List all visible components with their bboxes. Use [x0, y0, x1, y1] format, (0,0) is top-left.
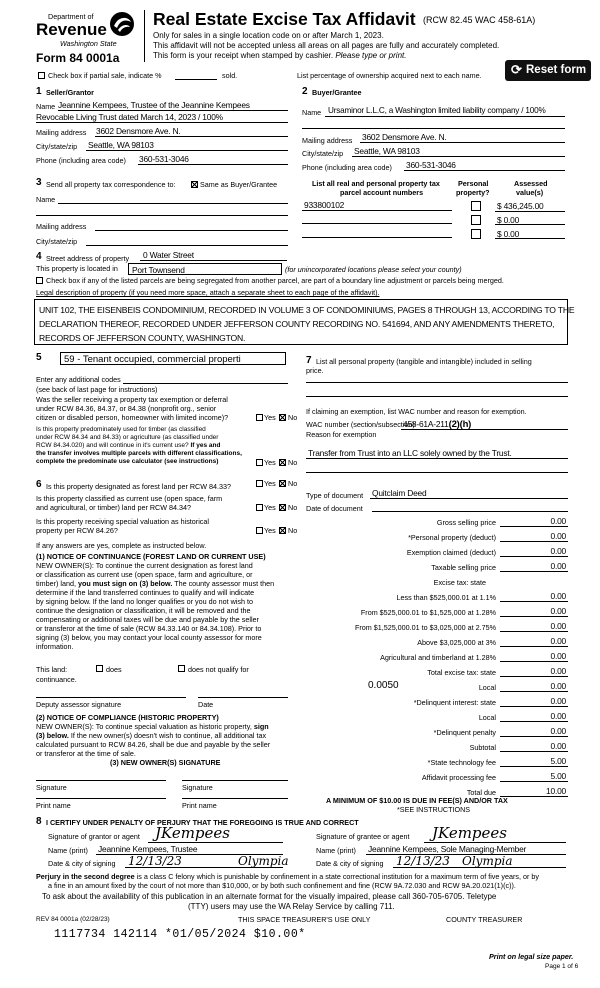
owner-print2-underline	[182, 798, 288, 799]
tax-row-label: Excise tax: state	[433, 578, 486, 587]
seller-phone-label: Phone (including area code)	[36, 156, 126, 165]
tax-row-underline	[500, 616, 568, 617]
header-line3: This form is your receipt when stamped by cashier. Please type or print.	[153, 51, 407, 60]
q1-line2: under RCW 84.36, 84.37, or 84.38 (nonprofit org., senior	[36, 404, 217, 413]
county-treasurer-label: COUNTY TREASURER	[446, 915, 523, 924]
tax-row-label: *State technology fee	[427, 758, 496, 767]
buyer-name-value[interactable]: Ursaminor L.L.C, a Washington limited liability company / 100%	[328, 106, 546, 115]
tax-row-value[interactable]: 0.00	[550, 516, 566, 526]
buyer-mail-value[interactable]: 3602 Densmore Ave. N.	[362, 132, 447, 142]
dept-line3: Washington State	[60, 39, 117, 48]
does-qualify-checkbox[interactable]	[96, 665, 103, 672]
owner-sig2-label: Signature	[182, 783, 213, 792]
buyer-city-underline	[352, 156, 565, 157]
legal-paper-note: Print on legal size paper.	[489, 952, 574, 961]
does-label: does	[106, 665, 122, 674]
corr-name2-underline	[36, 215, 288, 216]
parcel-col1-head2: parcel account numbers	[340, 188, 424, 197]
owner-print1-underline	[36, 798, 166, 799]
notice-compliance-heading: (2) NOTICE OF COMPLIANCE (HISTORIC PROPERTY)	[36, 713, 219, 722]
q2-line3: RCW 84.34.020) and will continue in it's current use? If yes and	[36, 442, 221, 449]
buyer-name-underline	[325, 116, 565, 117]
form-title: Real Estate Excise Tax Affidavit	[153, 9, 416, 29]
n1-line7: compensating or additional taxes will be due and payable by the seller	[36, 615, 259, 624]
doc-date-label: Date of document	[306, 504, 363, 513]
tax-row-underline	[500, 751, 568, 752]
local-rate-value: 0.0050	[368, 680, 399, 691]
tax-row-underline	[500, 571, 568, 572]
tax-row-underline	[500, 721, 568, 722]
parcel-col2-head2: property?	[456, 188, 490, 197]
header-divider	[144, 10, 145, 62]
n1-line10: information.	[36, 642, 74, 651]
section-1-number: 1	[36, 86, 42, 97]
parcel-col2-head1: Personal	[458, 179, 489, 188]
q1-yes-label: Yes	[264, 413, 276, 422]
personal-prop-line1	[306, 382, 568, 383]
wac-underline	[401, 429, 568, 430]
buyer-mail-underline	[360, 142, 565, 143]
page-number: Page 1 of 6	[545, 963, 579, 970]
seller-phone-underline	[138, 164, 288, 165]
current-use-line1: Is this property classified as current use (open space, farm	[36, 494, 223, 503]
forest-yes-checkbox[interactable]	[256, 480, 263, 487]
deputy-date-underline	[198, 697, 288, 698]
section-4-number: 4	[36, 251, 42, 262]
legal-line2: DECLARATION THEREOF, RECORDED UNDER JEFFERSON COUNTY RECORDING NO. 541694, AND ANY AMENDMENTS THERETO,	[39, 319, 555, 329]
tax-row-label: Subtotal	[469, 743, 496, 752]
assessed-value[interactable]: $ 0.00	[497, 229, 520, 239]
section-3-number: 3	[36, 177, 42, 188]
perjury-line2: a fine in an amount fixed by the court of not more than $10,000, or by both such confinement and fine (RCW 9A.72.030 and RCW 9A.20.021(1)(c)).	[48, 881, 516, 890]
buyer-city-label: City/state/zip	[302, 149, 344, 158]
assessed-value[interactable]: $ 0.00	[497, 215, 520, 225]
owner-print2-label: Print name	[182, 801, 217, 810]
tax-row-underline	[500, 601, 568, 602]
n1-line2: or classification as current use (open space, farm and agriculture, or	[36, 570, 253, 579]
seller-name-line2[interactable]: Revocable Living Trust dated March 14, 2023 / 100%	[36, 112, 223, 122]
form-number: Form 84 0001a	[36, 51, 120, 65]
tax-row-label: Local	[478, 683, 496, 692]
partial-percent-line	[175, 79, 217, 80]
tax-row-label: From $1,525,000.01 to $3,025,000 at 2.75%	[354, 623, 496, 632]
partial-sale-checkbox[interactable]	[38, 72, 45, 79]
local-rate-field[interactable]	[362, 680, 412, 692]
parcel-underline	[302, 237, 452, 238]
section-7-number: 7	[306, 355, 312, 366]
q2-no-label: No	[288, 458, 298, 467]
current-use-no-checkbox[interactable]	[279, 504, 286, 511]
section-8-number: 8	[36, 816, 42, 827]
forest-no-label: No	[288, 479, 298, 488]
partial-sale-label: Check box if partial sale, indicate %	[48, 71, 162, 80]
grantee-signature[interactable]: JKempees	[432, 824, 507, 842]
tax-row-label: *Delinquent penalty	[433, 728, 496, 737]
deputy-underline	[36, 697, 186, 698]
tax-row-label: Exemption claimed (deduct)	[406, 548, 496, 557]
seller-mail-underline	[95, 136, 288, 137]
treasurer-use-label: THIS SPACE TREASURER'S USE ONLY	[238, 915, 371, 924]
street-label: Street address of property	[46, 254, 130, 263]
located-label: This property is located in	[36, 264, 118, 273]
tax-row-label: Total excise tax: state	[427, 668, 496, 677]
n2-line2: (3) below. If the new owner(s) doesn't wish to continue, all additional tax	[36, 731, 267, 740]
historic-yes-checkbox[interactable]	[256, 527, 263, 534]
additional-codes-underline	[123, 383, 288, 384]
q2-no-checkbox[interactable]	[279, 459, 286, 466]
historic-line2: property per RCW 84.26?	[36, 526, 118, 535]
doc-type-value[interactable]: Quitclaim Deed	[372, 488, 427, 498]
seller-name-label: Name	[36, 102, 56, 111]
seller-name-line1[interactable]: Jeannine Kempees, Trustee of the Jeannine Kempees	[58, 100, 250, 110]
historic-no-label: No	[288, 526, 298, 535]
owner-sig1-underline	[36, 780, 166, 781]
q2-line2: under RCW 84.34 and 84.33) or agriculture (as classified under	[36, 434, 219, 441]
q2-yes-checkbox[interactable]	[256, 459, 263, 466]
tax-row-label: Local	[478, 713, 496, 722]
n1-line5: by signing below. If the land no longer qualifies or you do not wish to	[36, 597, 253, 606]
historic-no-checkbox[interactable]	[279, 527, 286, 534]
additional-codes-label: Enter any additional codes	[36, 375, 121, 384]
form-title-ref: (RCW 82.45 WAC 458-61A)	[423, 15, 536, 25]
tax-row-value[interactable]: 0.00	[550, 666, 566, 676]
revenue-logo	[36, 10, 136, 66]
reset-form-button[interactable]: ⟳ Reset form	[505, 60, 591, 81]
corr-city-underline	[86, 245, 288, 246]
tax-row-value[interactable]: 0.00	[550, 591, 566, 601]
buyer-name2-underline	[302, 128, 565, 129]
parcel-underline	[302, 223, 452, 224]
buyer-city-value[interactable]: Seattle, WA 98103	[354, 146, 420, 156]
assessed-underline	[495, 211, 565, 212]
buyer-name-label: Name	[302, 108, 322, 117]
buyer-phone-underline	[404, 170, 565, 171]
owner-sig1-label: Signature	[36, 783, 67, 792]
header-line1: Only for sales in a single location code on or after March 1, 2023.	[153, 31, 384, 40]
tax-row-underline	[500, 646, 568, 647]
legal-desc-label: Legal description of property (if you need more space, attach a separate sheet to each page of the affidavit).	[36, 288, 380, 297]
cashier-stamp: 1117734 142114 *01/05/2024 $10.00*	[54, 928, 306, 941]
q2-line5: complete the predominate use calculator (see instructions)	[36, 458, 219, 465]
grantor-city-value[interactable]: Olympia	[238, 854, 289, 868]
partial-sold-label: sold.	[222, 71, 238, 80]
tax-row-underline	[500, 541, 568, 542]
tax-row-label: *Personal property (deduct)	[408, 533, 496, 542]
parcel-col3-head1: Assessed	[514, 179, 548, 188]
minimum-due-note: A MINIMUM OF $10.00 IS DUE IN FEE(S) AND/OR TAX	[326, 796, 508, 805]
q1-line1: Was the seller receiving a property tax exemption or deferral	[36, 395, 228, 404]
does-not-qualify-checkbox[interactable]	[178, 665, 185, 672]
seller-name-underline	[58, 110, 288, 111]
personal-property-label1: List all personal property (tangible and intangible) included in selling	[316, 357, 532, 366]
tax-row-value[interactable]: 0.00	[550, 531, 566, 541]
same-as-buyer-checkbox[interactable]	[191, 181, 198, 188]
n2-line1: NEW OWNER(S): To continue special valuation as historic property, sign	[36, 722, 269, 731]
reason-underline	[306, 458, 568, 459]
section-5-number: 5	[36, 352, 42, 363]
q2-line4: the transfer involves multiple parcels with different classifications,	[36, 450, 242, 457]
notice-continuance-heading: (1) NOTICE OF CONTINUANCE (FOREST LAND OR CURRENT USE)	[36, 552, 266, 561]
personal-prop-line2	[306, 396, 568, 397]
refresh-icon: ⟳	[511, 62, 522, 77]
tax-row-label: *Delinquent interest: state	[413, 698, 496, 707]
q1-yes-checkbox[interactable]	[256, 414, 263, 421]
q1-line3: citizen or disabled person, homeowner with limited income)?	[36, 413, 229, 422]
tax-row-underline	[500, 526, 568, 527]
grantee-date-value[interactable]: 12/13/23	[396, 854, 450, 868]
current-use-yes-label: Yes	[264, 503, 276, 512]
forest-yes-label: Yes	[264, 479, 276, 488]
tax-row-value[interactable]: 10.00	[546, 786, 566, 796]
tax-row-value[interactable]: 0.00	[550, 741, 566, 751]
tax-row-underline	[500, 691, 568, 692]
seller-mail-value[interactable]: 3602 Densmore Ave. N.	[96, 126, 181, 136]
tax-row-value[interactable]: 0.00	[550, 681, 566, 691]
forest-question: Is this property designated as forest land per RCW 84.33?	[46, 482, 231, 491]
accessibility-line1: To ask about the availability of this publication in an alternate format for the visually impaired, please call 360-705-6705. Teletype	[42, 892, 497, 901]
tax-row-label: Above $3,025,000 at 3%	[417, 638, 496, 647]
tax-row-value[interactable]: 0.00	[550, 606, 566, 616]
segregated-label: Check box if any of the listed parcels are being segregated from another parcel, are part of a boundary line adjustment or parcels being merged.	[46, 276, 504, 285]
parcel-col1-head1: List all real and personal property tax	[312, 179, 440, 188]
parcel-underline	[302, 210, 452, 211]
perjury-line1: Perjury in the second degree is a class C felony which is punishable by confinement in a state correctional institution for a maximum term of five years, or by	[36, 872, 539, 881]
use-code-value: 59 - Tenant occupied, commercial properti	[64, 354, 241, 365]
reason-label: Reason for exemption	[306, 430, 377, 439]
q2-line1: Is this property predominately used for timber (as classified	[36, 426, 206, 433]
tax-row-value[interactable]: 5.00	[550, 771, 566, 781]
personal-property-checkbox[interactable]	[471, 201, 481, 211]
n1-line1: NEW OWNER(S): To continue the current designation as forest land	[36, 561, 253, 570]
current-use-no-label: No	[288, 503, 298, 512]
use-code-select[interactable]	[60, 352, 286, 365]
header-line2: This affidavit will not be accepted unless all areas on all pages are fully and accurately completed.	[153, 41, 500, 50]
q1-no-label: No	[288, 413, 298, 422]
grantor-date-value[interactable]: 12/13/23	[128, 854, 182, 868]
tax-row-underline	[500, 556, 568, 557]
tax-row-label: Less than $525,000.01 at 1.1%	[396, 593, 496, 602]
grantee-date-label: Date & city of signing	[316, 859, 384, 868]
revenue-swoosh-icon	[108, 10, 136, 38]
tax-row-label: From $525,000.01 to $1,525,000 at 1.28%	[360, 608, 496, 617]
tax-row-label: Gross selling price	[436, 518, 496, 527]
revision-label: REV 84 0001a (02/28/23)	[36, 916, 110, 923]
additional-codes-note: (see back of last page for instructions)	[36, 385, 158, 394]
tax-row-label: Affidavit processing fee	[421, 773, 496, 782]
legal-line1: UNIT 102, THE EISENBEIS CONDOMINIUM, RECORDED IN VOLUME 3 OF CONDOMINIUMS, PAGES 8 THROUGH 13, ACCORDING TO THE	[39, 305, 575, 315]
same-as-buyer-label: Same as Buyer/Grantee	[200, 180, 278, 189]
parcel-col3-head2: value(s)	[516, 188, 544, 197]
grantee-signature-label: Signature of grantee or agent	[316, 832, 410, 841]
grantee-sig-underline	[424, 842, 566, 843]
this-land-label: This land:	[36, 665, 68, 674]
correspondence-label: Send all property tax correspondence to:	[46, 180, 176, 189]
owner-sig2-underline	[182, 780, 288, 781]
current-use-yes-checkbox[interactable]	[256, 504, 263, 511]
tax-row-label: Agricultural and timberland at 1.28%	[380, 653, 496, 662]
reason-value[interactable]: Transfer from Trust into an LLC solely owned by the Trust.	[308, 448, 512, 458]
buyer-heading: Buyer/Grantee	[312, 88, 362, 97]
grantee-print-value[interactable]: Jeannine Kempees, Sole Managing-Member	[368, 844, 527, 854]
new-owner-signature-heading: (3) NEW OWNER(S) SIGNATURE	[110, 758, 221, 767]
tax-row-value[interactable]: 0.00	[550, 726, 566, 736]
see-instructions-note: *SEE INSTRUCTIONS	[397, 805, 471, 814]
tax-row-value[interactable]: 0.00	[550, 711, 566, 721]
tax-row-label: Taxable selling price	[431, 563, 496, 572]
tax-row-value[interactable]: 0.00	[550, 651, 566, 661]
grantor-date-underline	[125, 867, 283, 868]
street-value[interactable]: 0 Water Street	[143, 250, 194, 260]
historic-line1: Is this property receiving special valuation as historical	[36, 517, 209, 526]
tax-row-underline	[500, 796, 568, 797]
grantor-print-value[interactable]: Jeannine Kempees, Trustee	[98, 844, 198, 854]
assessed-value[interactable]: $ 436,245.00	[497, 201, 544, 211]
tax-row-underline	[500, 736, 568, 737]
personal-property-checkbox[interactable]	[471, 215, 481, 225]
wac-label: WAC number (section/subsection)	[306, 420, 415, 429]
if-yes-note: If any answers are yes, complete as instructed below.	[36, 541, 207, 550]
section-2-number: 2	[302, 86, 308, 97]
tax-row-underline	[500, 706, 568, 707]
parcel-number[interactable]: 933800102	[304, 200, 345, 210]
assessed-underline	[495, 224, 565, 225]
owner-print1-label: Print name	[36, 801, 71, 810]
current-use-line2: and agricultural, or timber) land per RCW 84.34?	[36, 503, 192, 512]
n2-line4: or transferor at the time of sale.	[36, 749, 136, 758]
n2-line3: calculated pursuant to RCW 84.26, shall be due and payable by the seller	[36, 740, 271, 749]
section-6-number: 6	[36, 479, 42, 490]
seller-name2-underline	[36, 122, 288, 123]
n1-line8: or transferor at the time of sale (RCW 84.33.140 or 84.34.108). Prior to	[36, 624, 262, 633]
grantee-print-label: Name (print)	[316, 846, 356, 855]
tax-row-label: Total due	[466, 788, 496, 797]
corr-name-label: Name	[36, 195, 56, 204]
corr-mail-label: Mailing address	[36, 222, 87, 231]
deputy-date-label: Date	[198, 700, 214, 709]
historic-yes-label: Yes	[264, 526, 276, 535]
dept-line2: Revenue	[36, 20, 107, 39]
n1-line6: continue the designation or classification, it will be removed and the	[36, 606, 251, 615]
segregated-checkbox[interactable]	[36, 277, 43, 284]
doc-date-underline	[372, 511, 568, 512]
grantor-sig-underline	[148, 842, 283, 843]
reason-underline2	[306, 472, 568, 473]
tax-row-value[interactable]: 0.00	[550, 636, 566, 646]
doc-type-underline	[370, 498, 568, 499]
tax-row-underline	[500, 766, 568, 767]
certify-statement: I CERTIFY UNDER PENALTY OF PERJURY THAT THE FOREGOING IS TRUE AND CORRECT	[46, 818, 359, 827]
n1-line3: timber) land, you must sign on (3) below. The county assessor must then	[36, 579, 275, 588]
buyer-phone-value[interactable]: 360-531-3046	[406, 160, 456, 170]
tax-row-value[interactable]: 0.00	[550, 546, 566, 556]
tax-row-value[interactable]: 5.00	[550, 756, 566, 766]
corr-mail-underline	[95, 230, 288, 231]
seller-mail-label: Mailing address	[36, 128, 87, 137]
tax-row-underline	[500, 676, 568, 677]
legal-line3: RECORDS OF JEFFERSON COUNTY, WASHINGTON.	[39, 333, 246, 343]
dept-line1: Department of	[48, 12, 94, 21]
deputy-label: Deputy assessor signature	[36, 700, 122, 709]
tax-row-underline	[500, 661, 568, 662]
q1-no-checkbox[interactable]	[279, 414, 286, 421]
personal-property-checkbox[interactable]	[471, 229, 481, 239]
tax-row-value[interactable]: 0.00	[550, 696, 566, 706]
tax-row-value[interactable]: 0.00	[550, 621, 566, 631]
tax-row-value[interactable]: 0.00	[550, 561, 566, 571]
located-note: (for unincorporated locations please select your county)	[285, 265, 462, 274]
grantor-print-label: Name (print)	[48, 846, 88, 855]
personal-property-label2: price.	[306, 366, 324, 375]
n1-line4: determine if the land transferred continues to qualify and will indicate	[36, 588, 255, 597]
seller-city-underline	[86, 150, 288, 151]
grantor-signature[interactable]: JKempees	[155, 824, 230, 842]
seller-phone-value[interactable]: 360-531-3046	[139, 154, 189, 164]
seller-heading: Seller/Grantor	[46, 88, 94, 97]
grantee-date-underline	[393, 867, 566, 868]
exemption-label: If claiming an exemption, list WAC number and reason for exemption.	[306, 407, 527, 416]
accessibility-line2: (TTY) users may use the WA Relay Service by calling 711.	[188, 902, 395, 911]
does-not-label: does not qualify for	[188, 665, 249, 674]
tax-row-underline	[500, 781, 568, 782]
buyer-mail-label: Mailing address	[302, 136, 353, 145]
seller-city-value[interactable]: Seattle, WA 98103	[88, 140, 154, 150]
wac-value[interactable]: 458-61A-211(2)(h)	[403, 419, 472, 430]
q2-yes-label: Yes	[264, 458, 276, 467]
assessed-underline	[495, 238, 565, 239]
corr-name-underline	[58, 203, 288, 204]
corr-city-label: City/state/zip	[36, 237, 78, 246]
n1-line9: signing (3) below, you may contact your local county assessor for more	[36, 633, 262, 642]
tax-row-underline	[500, 631, 568, 632]
buyer-phone-label: Phone (including area code)	[302, 163, 392, 172]
street-underline	[140, 260, 287, 261]
forest-no-checkbox[interactable]	[279, 480, 286, 487]
doc-type-label: Type of document	[306, 491, 364, 500]
grantee-city-value[interactable]: Olympia	[462, 854, 513, 868]
grantor-signature-label: Signature of grantor or agent	[48, 832, 140, 841]
location-select-value: Port Townsend	[132, 265, 185, 275]
ownership-note: List percentage of ownership acquired next to each name.	[297, 71, 482, 80]
legal-description-field[interactable]	[34, 299, 575, 345]
location-select[interactable]	[128, 263, 282, 275]
continuance-label: continuance.	[36, 675, 77, 684]
grantor-date-label: Date & city of signing	[48, 859, 116, 868]
seller-city-label: City/state/zip	[36, 142, 78, 151]
